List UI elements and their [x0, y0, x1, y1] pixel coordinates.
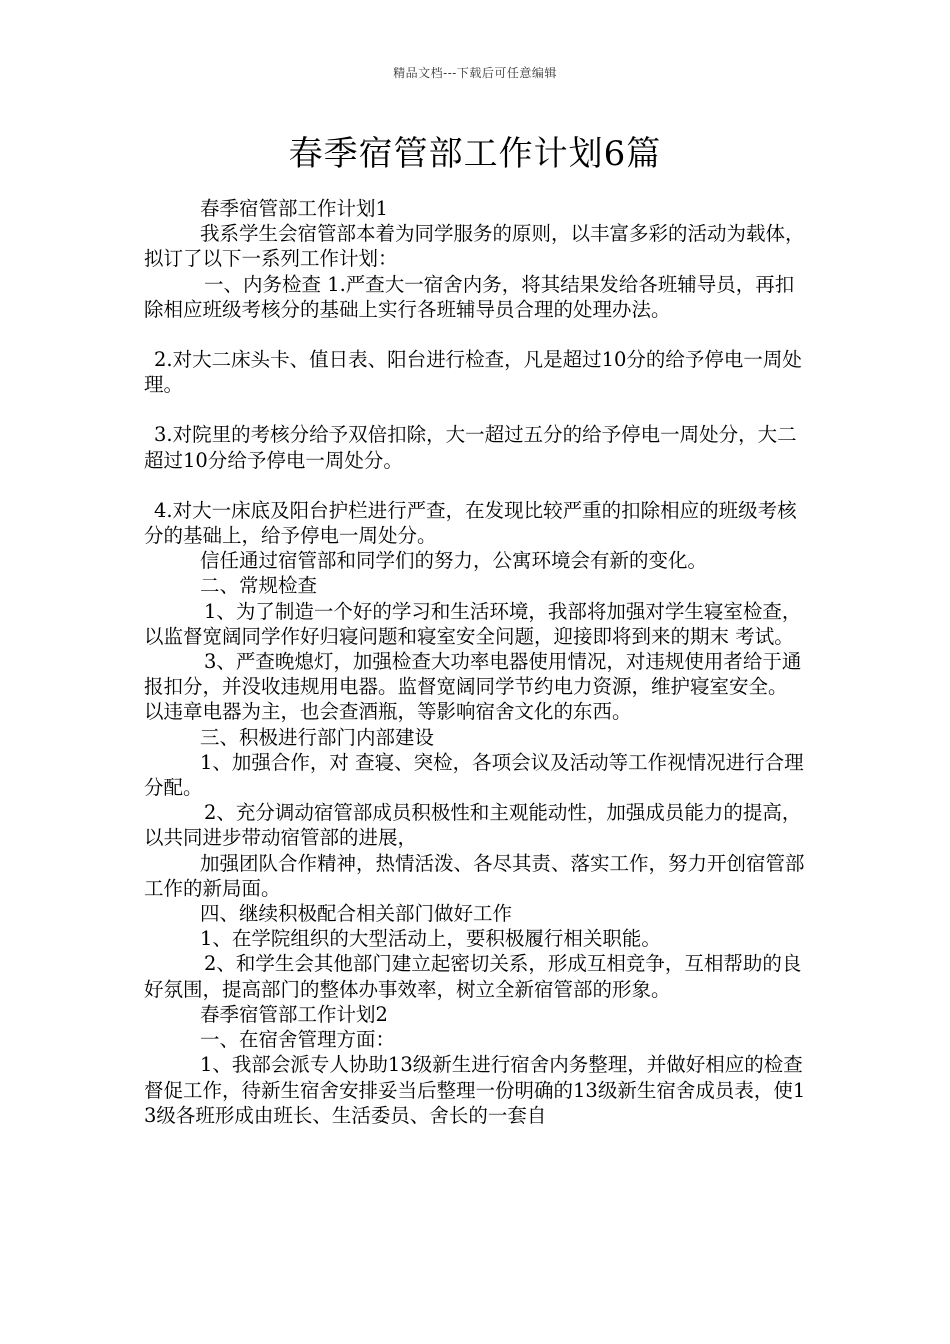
- paragraph-build-1: 1、加强合作，对 查寝、突检，各项会议及活动等工作视情况进行合理分配。: [144, 750, 804, 800]
- paragraph-routine-3: 3、严查晚熄灯，加强检查大功率电器使用情况，对违规使用者给于通报扣分，并没收违规用电器。监督宽阔同学节约电力资源，维护寝室安全。以违章电器为主，也会查酒瓶，等影响宿舍文化的东西。: [144, 650, 802, 724]
- document-title: 春季宿管部工作计划6篇: [288, 134, 662, 174]
- paragraph-item-2: 2.对大二床头卡、值日表、阳台进行检查，凡是超过10分的给予停电一周处理。: [144, 348, 802, 397]
- paragraph-dorm-1: 1、我部会派专人协助13级新生进行宿舍内务整理，并做好相应的检查督促工作，待新生宿舍安排妥当后整理一份明确的13级新生宿舍成员表，使13级各班形成由班长、生活委员、舍长的一套自: [144, 1053, 806, 1127]
- section-heading-internal-build: 三、积极进行部门内部建设: [200, 725, 435, 749]
- paragraph-cooperate-1: 1、在学院组织的大型活动上，要积极履行相关职能。: [200, 927, 661, 951]
- page-header-watermark: 精品文档---下载后可任意编辑: [393, 66, 557, 80]
- paragraph-internal-inspection: 一、内务检查 1.严查大一宿舍内务，将其结果发给各班辅导员，再扣除相应班级考核分的基础上实行各班辅导员合理的处理办法。: [144, 272, 795, 321]
- paragraph-build-2: 2、充分调动宿管部成员积极性和主观能动性，加强成员能力的提高，以共同进步带动宿管部的进展，: [144, 801, 802, 850]
- section-heading-cooperate: 四、继续积极配合相关部门做好工作: [200, 902, 513, 926]
- section-heading-plan-2: 春季宿管部工作计划2: [200, 1002, 388, 1026]
- paragraph-intro: 我系学生会宿管部本着为同学服务的原则，以丰富多彩的活动为载体，拟订了以下一系列工作计划：: [144, 222, 805, 271]
- section-heading-routine-check: 二、常规检查: [200, 574, 318, 598]
- blank-line: [144, 473, 806, 498]
- paragraph-teamwork: 加强团队合作精神，热情活泼、各尽其责、落实工作，努力开创宿管部工作的新局面。: [144, 851, 805, 900]
- section-heading-dorm-management: 一、在宿舍管理方面：: [200, 1028, 396, 1052]
- paragraph-item-4: 4.对大一床底及阳台护栏进行严查，在发现比较严重的扣除相应的班级考核分的基础上，给予停电一周处分。: [144, 498, 797, 548]
- section-heading-plan-1: 春季宿管部工作计划1: [200, 197, 388, 220]
- blank-line: [144, 397, 806, 422]
- paragraph-trust: 信任通过宿管部和同学们的努力，公寓环境会有新的变化。: [200, 549, 708, 573]
- document-body: [144, 196, 806, 1128]
- paragraph-routine-1: 1、为了制造一个好的学习和生活环境，我部将加强对学生寝室检查，以监督宽阔同学作好归寝问题和寝室安全问题，迎接即将到来的期末 考试。: [144, 599, 802, 648]
- blank-line: [144, 322, 806, 347]
- paragraph-cooperate-2: 2、和学生会其他部门建立起密切关系，形成互相竞争，互相帮助的良好氛围，提高部门的整体办事效率，树立全新宿管部的形象。: [144, 952, 802, 1001]
- paragraph-item-3: 3.对院里的考核分给予双倍扣除，大一超过五分的给予停电一周处分，大二超过10分给予停电一周处分。: [144, 423, 797, 472]
